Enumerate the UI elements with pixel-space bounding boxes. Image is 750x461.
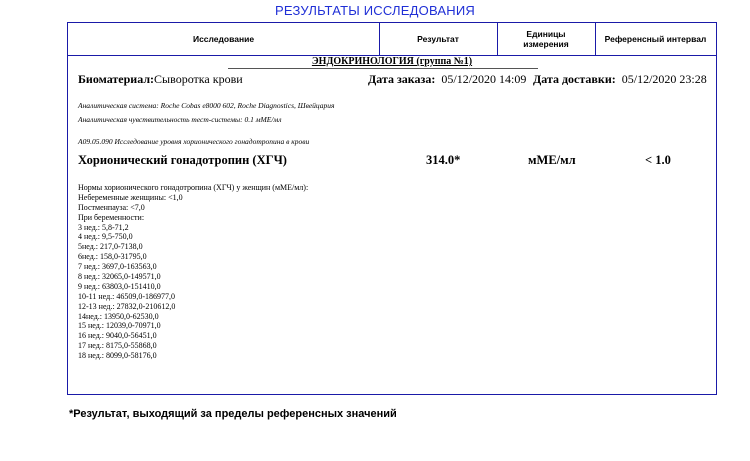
norm-line: Нормы хорионического гонадотропина (ХГЧ) у женщин (мМЕ/мл):: [78, 183, 309, 192]
delivery-date-label: Дата доставки:: [533, 72, 616, 86]
sensitivity-info: Аналитическая чувствительность тест-системы: 0.1 мМЕ/мл: [78, 115, 282, 124]
norm-line: 18 нед.: 8099,0-58176,0: [78, 351, 157, 361]
norm-line: 4 нед.: 9,5-750,0: [78, 232, 133, 242]
norm-line: 15 нед.: 12039,0-70971,0: [78, 321, 161, 331]
order-date: [368, 72, 526, 87]
norm-line: 5нед.: 217,0-7138,0: [78, 242, 143, 252]
page-title: РЕЗУЛЬТАТЫ ИССЛЕДОВАНИЯ: [274, 3, 475, 18]
units-header-line2: измерения: [523, 39, 569, 49]
section-divider: [228, 68, 538, 69]
column-header-reference: Референсный интервал: [604, 34, 707, 44]
norm-line: 3 нед.: 5,8-71,2: [78, 222, 129, 232]
norm-line: 9 нед.: 63803,0-151410,0: [78, 281, 161, 291]
norm-line: Постменпауза: <7,0: [78, 202, 145, 212]
norm-line: 6нед.: 158,0-31795,0: [78, 252, 147, 262]
norm-line: 17 нед.: 8175,0-55868,0: [78, 341, 157, 351]
test-units: мМЕ/мл: [528, 153, 576, 167]
column-header-study: Исследование: [68, 23, 380, 55]
column-header-result: Результат: [379, 23, 498, 55]
norm-line: 8 нед.: 32065,0-149571,0: [78, 272, 161, 282]
units-header-line1: Единицы: [526, 29, 566, 39]
delivery-date: [533, 72, 707, 87]
order-date-value: 05/12/2020 14:09: [441, 72, 527, 86]
test-name: Хорионический гонадотропин (ХГЧ): [78, 153, 287, 167]
table-header: [68, 23, 716, 56]
column-header-units: [497, 23, 596, 55]
test-result-value: 314.0*: [426, 153, 461, 167]
test-code: А09.05.090 Исследование уровня хорионического гонадотропина в крови: [78, 137, 310, 146]
norm-line: Небеременные женщины: <1,0: [78, 192, 183, 202]
norm-line: 10-11 нед.: 46509,0-186977,0: [78, 291, 176, 301]
biomaterial-value: Сыворотка крови: [154, 72, 243, 86]
analyzer-info: Аналитическая система: Roche Cobas e8000 602, Roche Diagnostics, Швейцария: [78, 101, 335, 110]
biomaterial: [78, 72, 243, 87]
norm-line: 12-13 нед.: 27832,0-210612,0: [78, 301, 176, 311]
biomaterial-label: Биоматериал:: [78, 72, 155, 86]
norm-line: 7 нед.: 3697,0-163563,0: [78, 262, 157, 272]
test-result-row: [78, 153, 708, 169]
sample-info-row: [78, 72, 708, 86]
test-reference: < 1.0: [645, 153, 671, 167]
footnote: *Результат, выходящий за пределы референсных значений: [69, 408, 397, 420]
section-title: ЭНДОКРИНОЛОГИЯ (группа №1): [311, 56, 473, 67]
order-date-label: Дата заказа:: [368, 72, 436, 86]
norm-line: 14нед.: 13950,0-62530,0: [78, 311, 159, 321]
report-table: [67, 22, 717, 395]
norm-line: При беременности:: [78, 212, 145, 222]
norm-line: 16 нед.: 9040,0-56451,0: [78, 331, 157, 341]
reference-norms-list: [78, 183, 478, 361]
delivery-date-value: 05/12/2020 23:28: [621, 72, 707, 86]
